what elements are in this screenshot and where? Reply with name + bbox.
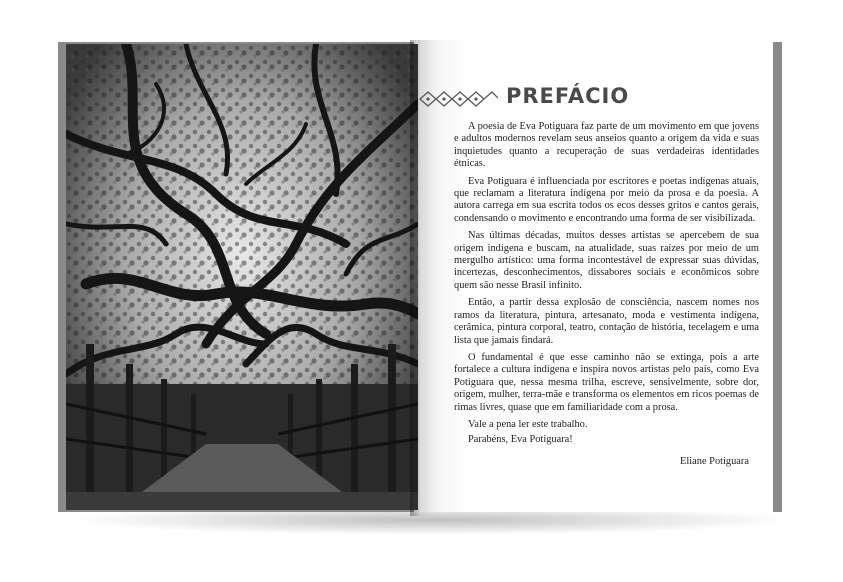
paragraph: Parabéns, Eva Potiguara! [468,434,573,446]
spine-gutter [410,40,436,516]
tree-canopy-photo [66,44,418,510]
page-title: PREFÁCIO [506,84,630,108]
paragraph: A poesia de Eva Potiguara faz parte de um movimento em que jovens e adultos modernos revelam seus anseios quanto a origem da vida e suas inquietudes quanto a recuperação de suas verdadeiras identidades étnicas. [454,121,759,170]
preface-heading-row [418,84,773,114]
paragraph: Vale a pena ler este trabalho. [468,418,588,430]
paragraph: Eva Potiguara é influenciada por escritores e poetas indígenas atuais, que reclamam a literatura indígena por meio da prosa e da poesia. A autora carrega em sua escrita todos os ecos desses gritos e cantos gerais, condensando o movimento e encontrando uma forma de ser visibilizada. [454,175,759,224]
author-signature: Eliane Potiguara [680,456,749,467]
preface-body [454,121,759,450]
left-page [66,44,418,510]
paragraph: O fundamental é que esse caminho não se extinga, pois a arte fortalece a cultura indígena e inspira novos artistas pelo país, como Eva Potiguara que, nessa mesma trilha, escreve, sensivelmente, sobre dor, origem, mulher, terra-mãe e transforma os elementos em ricos poemas de rimas livres, quase que em familiaridade com a prosa. [454,351,759,413]
paragraph: Nas últimas décadas, muitos desses artistas se apercebem de sua origem indígena e buscam, na atualidade, suas raízes por meio de um mergulho artístico: uma forma incontestável de expressar suas dúvidas, incertezas, desconhecimentos, dissabores sociais e econômicos sobre quem são nesse Brasil infinito. [454,230,759,291]
paragraph: Então, a partir dessa explosão de consciência, nascem nomes nos ramos da literatura, pintura, artesanato, moda e vestimenta indígena, cerâmica, pintura corporal, teatro, contação de história, tecelagem e uma lista que jamais findará. [454,297,759,346]
right-page [418,40,773,512]
